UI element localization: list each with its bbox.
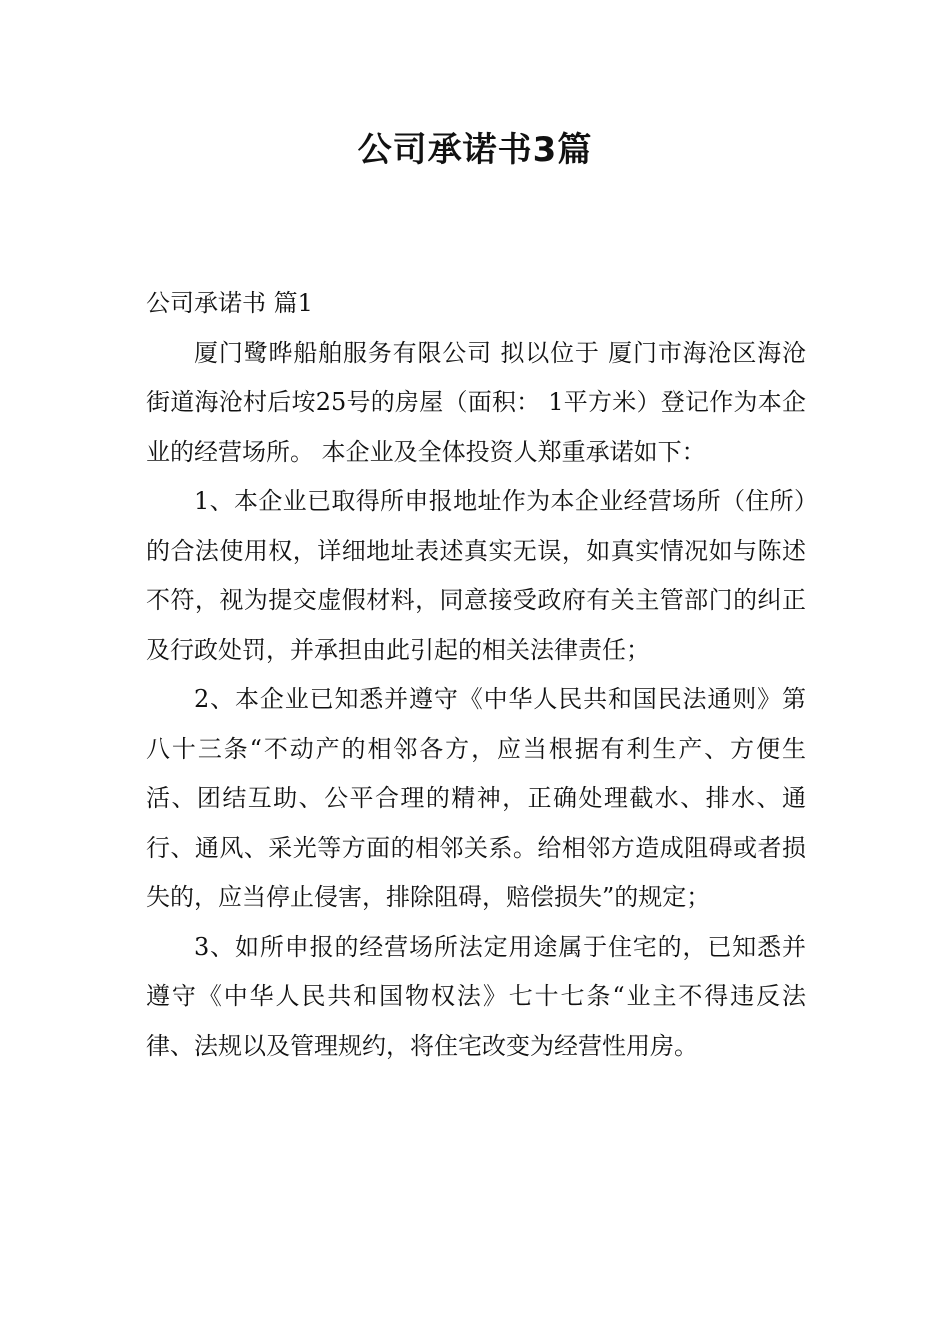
- paragraph-intro: 厦门鹭晔船舶服务有限公司 拟以位于 厦门市海沧区海沧街道海沧村后垵25号的房屋（面积： 1平方米）登记作为本企业的经营场所。 本企业及全体投资人郑重承诺如下：: [146, 338, 806, 466]
- document-body: [146, 279, 806, 1071]
- paragraph-item-3: 3、如所申报的经营场所法定用途属于住宅的，已知悉并遵守《中华人民共和国物权法》七十七条“业主不得违反法律、法规以及管理规约，将住宅改变为经营性用房。: [146, 932, 806, 1060]
- paragraph-item-1: 1、本企业已取得所申报地址作为本企业经营场所（住所）的合法使用权，详细地址表述真实无误，如真实情况如与陈述不符，视为提交虚假材料，同意接受政府有关主管部门的纠正及行政处罚，并承担由此引起的相关法律责任；: [146, 487, 806, 664]
- paragraph-item-2: 2、本企业已知悉并遵守《中华人民共和国民法通则》第八十三条“不动产的相邻各方，应当根据有利生产、方便生活、团结互助、公平合理的精神，正确处理截水、排水、通行、通风、采光等方面的相邻关系。给相邻方造成阻碍或者损失的，应当停止侵害，排除阻碍，赔偿损失”的规定；: [146, 685, 806, 911]
- section-heading: 公司承诺书 篇1: [146, 289, 313, 317]
- document-title: 公司承诺书3篇: [357, 130, 593, 170]
